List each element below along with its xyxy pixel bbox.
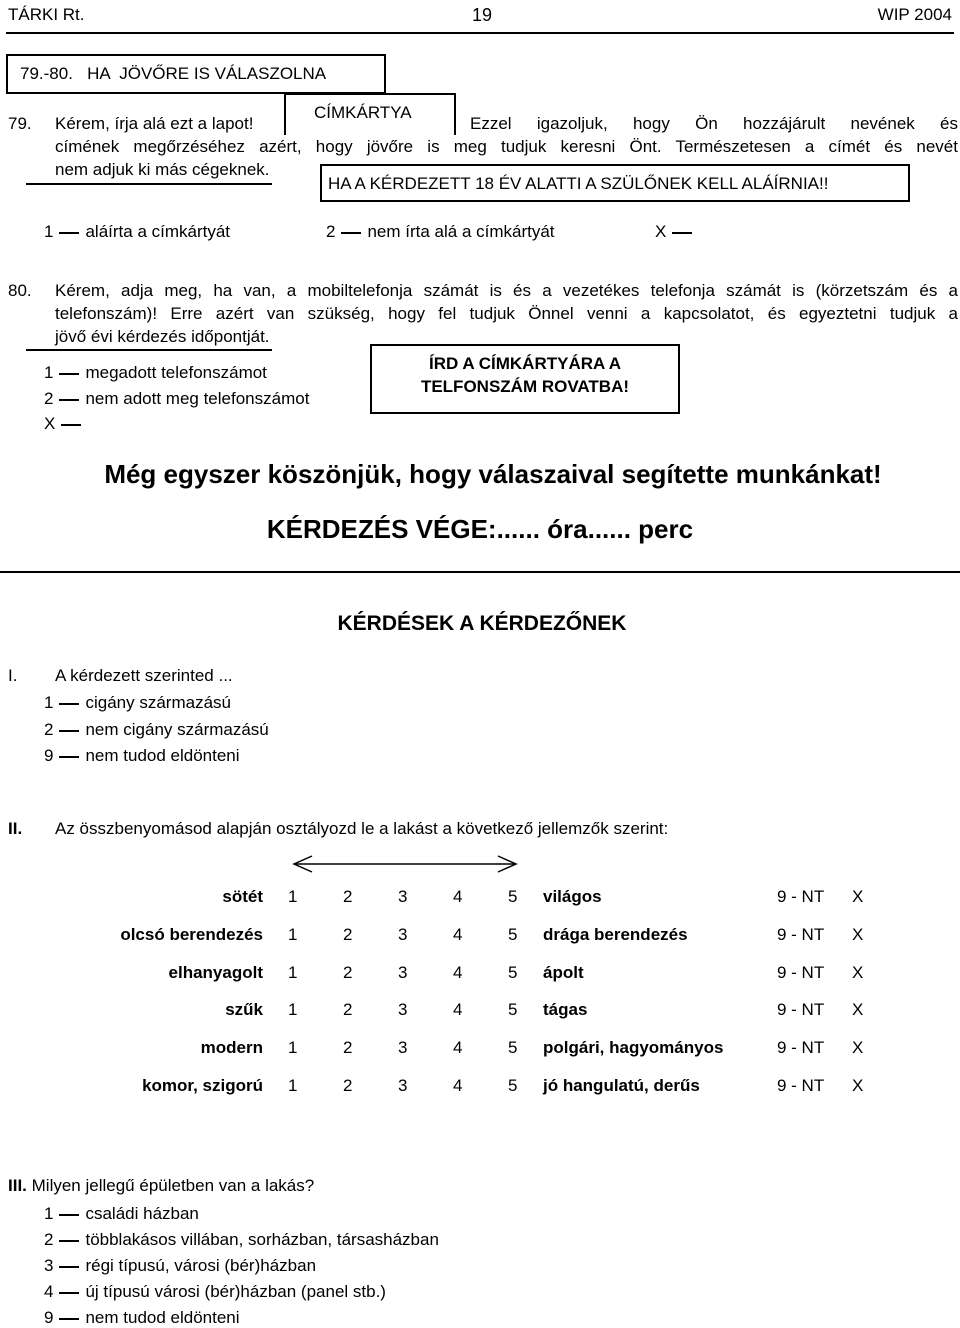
rating-scale-value[interactable]: 1 <box>288 1076 298 1095</box>
rating-scale-value[interactable]: 3 <box>398 963 408 982</box>
rating-row <box>0 1038 960 1062</box>
q80-line2: telefonszám)! Erre azért van szükség, hogy fel tudjuk Önnel venni a kapcsolatot, és egyeztetni tudjuk a <box>55 304 958 323</box>
interview-end: KÉRDEZÉS VÉGE:...... óra...... perc <box>266 514 694 544</box>
cimkartya-label: CÍMKÁRTYA <box>314 103 412 122</box>
rating-x[interactable]: X <box>852 1076 864 1095</box>
option-label: nem tudod eldönteni <box>85 746 240 765</box>
qI-option-3 <box>44 746 240 766</box>
option-number: 1 <box>44 693 54 712</box>
option-label: nem adott meg telefonszámot <box>85 389 310 408</box>
q80-line3: jövő évi kérdezés időpontját. <box>55 327 270 346</box>
q80-line1: Kérem, adja meg, ha van, a mobiltelefonja számát is és a vezetékes telefonja számát is (körzetszám és a <box>55 281 958 300</box>
rating-scale-value[interactable]: 3 <box>398 1076 408 1095</box>
warning-text: HA A KÉRDEZETT 18 ÉV ALATTI A SZÜLŐNEK KELL ALÁÍRNIA!! <box>328 174 829 193</box>
q79-line1-a: Kérem, írja alá ezt a lapot! <box>55 114 254 133</box>
rating-row <box>0 887 960 911</box>
option-label: nem írta alá a címkártyát <box>367 222 555 241</box>
page-number: 19 <box>472 5 493 25</box>
rating-scale-value[interactable]: 2 <box>343 963 353 982</box>
option-label: családi házban <box>85 1204 199 1223</box>
rating-nt[interactable]: 9 - NT <box>777 887 825 906</box>
option-label: régi típusú, városi (bér)házban <box>85 1256 317 1275</box>
section-box <box>6 54 386 94</box>
warning-box <box>320 164 910 202</box>
rating-scale-value[interactable]: 2 <box>343 1000 353 1019</box>
qIII-text: Milyen jellegű épületben van a lakás? <box>31 1176 315 1195</box>
q79-option-x <box>655 222 698 242</box>
qIII-heading <box>8 1176 314 1196</box>
rating-scale-value[interactable]: 2 <box>343 1076 353 1095</box>
q80-box-line1: ÍRD A CÍMKÁRTYÁRA A <box>428 354 622 373</box>
rating-scale-value[interactable]: 5 <box>508 887 518 906</box>
rating-right-label: ápolt <box>543 963 584 982</box>
rating-scale-value[interactable]: 1 <box>288 1038 298 1057</box>
option-label: cigány származású <box>85 693 231 712</box>
rating-scale-value[interactable]: 4 <box>453 1000 463 1019</box>
rating-scale-value[interactable]: 4 <box>453 925 463 944</box>
rating-x[interactable]: X <box>852 925 864 944</box>
q80-box-line2: TELFONSZÁM ROVATBA! <box>420 377 630 396</box>
rating-right-label: drága berendezés <box>543 925 688 944</box>
rating-x[interactable]: X <box>852 1000 864 1019</box>
option-number: 9 <box>44 746 54 765</box>
q80-option-x <box>44 414 87 434</box>
rating-scale-value[interactable]: 4 <box>453 1038 463 1057</box>
q79-line1-b: Ezzel igazoljuk, hogy Ön hozzájárult nevének és <box>470 114 958 133</box>
rating-left-label: modern <box>200 1038 263 1057</box>
q80-option-2 <box>44 389 309 409</box>
rating-scale-value[interactable]: 4 <box>453 963 463 982</box>
rating-scale-value[interactable]: 5 <box>508 963 518 982</box>
qI-option-1 <box>44 693 231 713</box>
rating-nt[interactable]: 9 - NT <box>777 963 825 982</box>
option-number: 2 <box>44 720 54 739</box>
rating-scale-value[interactable]: 2 <box>343 1038 353 1057</box>
rating-right-label: tágas <box>543 1000 588 1019</box>
rating-scale-value[interactable]: 2 <box>343 925 353 944</box>
q79-line3: nem adjuk ki más cégeknek. <box>55 160 270 179</box>
qIII-number: III. <box>8 1176 27 1195</box>
option-number: 2 <box>44 1230 54 1249</box>
option-number: X <box>655 222 667 241</box>
option-label: nem tudod eldönteni <box>85 1308 240 1327</box>
rating-scale-value[interactable]: 5 <box>508 1038 518 1057</box>
option-number: 1 <box>44 222 54 241</box>
option-number: X <box>44 414 56 433</box>
rating-scale-value[interactable]: 3 <box>398 1038 408 1057</box>
header-left: TÁRKI Rt. <box>8 5 85 24</box>
rating-left-label: komor, szigorú <box>142 1076 263 1095</box>
q79-line2: címének megőrzéséhez azért, hogy jövőre is meg tudjuk keresni Önt. Természetesen a címét és nevét <box>55 137 958 156</box>
option-number: 9 <box>44 1308 54 1327</box>
rating-left-label: olcsó berendezés <box>120 925 263 944</box>
rating-row <box>0 1000 960 1024</box>
rating-right-label: világos <box>543 887 602 906</box>
rating-scale-value[interactable]: 3 <box>398 1000 408 1019</box>
rating-scale-value[interactable]: 1 <box>288 1000 298 1019</box>
qII-text: Az összbenyomásod alapján osztályozd le a lakást a következő jellemzők szerint: <box>55 819 669 838</box>
rating-scale-value[interactable]: 1 <box>288 925 298 944</box>
option-label: aláírta a címkártyát <box>85 222 231 241</box>
q80-underline <box>26 349 272 351</box>
rating-row <box>0 925 960 949</box>
option-number: 3 <box>44 1256 54 1275</box>
q79-number: 79. <box>8 114 32 133</box>
qIII-option-3 <box>44 1256 316 1276</box>
qIII-option-4 <box>44 1282 386 1302</box>
q80-number: 80. <box>8 281 32 300</box>
option-label: új típusú városi (bér)házban (panel stb.) <box>85 1282 386 1301</box>
rating-x[interactable]: X <box>852 1038 864 1057</box>
qIII-option-5 <box>44 1308 240 1328</box>
qIII-option-1 <box>44 1204 199 1224</box>
header-right: WIP 2004 <box>877 5 952 24</box>
q79-option-1 <box>44 222 230 242</box>
rating-scale-value[interactable]: 5 <box>508 1000 518 1019</box>
qI-option-2 <box>44 720 269 740</box>
qII-number: II. <box>8 819 23 838</box>
rating-nt[interactable]: 9 - NT <box>777 1000 825 1019</box>
rating-scale-value[interactable]: 2 <box>343 887 353 906</box>
rating-scale-value[interactable]: 5 <box>508 1076 518 1095</box>
qI-text: A kérdezett szerinted ... <box>55 666 233 685</box>
rating-scale-value[interactable]: 3 <box>398 925 408 944</box>
rating-right-label: polgári, hagyományos <box>543 1038 724 1057</box>
q79-underline <box>26 183 272 185</box>
q79-option-2 <box>326 222 555 242</box>
option-number: 2 <box>44 389 54 408</box>
qI-number: I. <box>8 666 18 685</box>
option-number: 2 <box>326 222 336 241</box>
q80-instruction-box <box>370 344 680 414</box>
rating-left-label: sötét <box>222 887 263 906</box>
option-number: 4 <box>44 1282 54 1301</box>
rating-right-label: jó hangulatú, derűs <box>543 1076 700 1095</box>
rating-scale-value[interactable]: 1 <box>288 887 298 906</box>
rating-scale-value[interactable]: 4 <box>453 887 463 906</box>
rating-scale-value[interactable]: 4 <box>453 1076 463 1095</box>
rating-nt[interactable]: 9 - NT <box>777 1076 825 1095</box>
double-arrow-icon <box>290 854 520 874</box>
section-box-label: 79.-80. HA JÖVŐRE IS VÁLASZOLNA <box>20 64 327 83</box>
rating-nt[interactable]: 9 - NT <box>777 925 825 944</box>
thanks-text: Még egyszer köszönjük, hogy válaszaival segítette munkánkat! <box>104 459 882 489</box>
rating-row <box>0 1076 960 1100</box>
option-label: többlakásos villában, sorházban, társasházban <box>85 1230 439 1249</box>
rating-row <box>0 963 960 987</box>
option-label: megadott telefonszámot <box>85 363 267 382</box>
option-number: 1 <box>44 363 54 382</box>
cimkartya-box <box>284 93 456 135</box>
rating-left-label: szűk <box>225 1000 263 1019</box>
q80-option-1 <box>44 363 267 383</box>
rating-scale-value[interactable]: 1 <box>288 963 298 982</box>
interviewer-section-title: KÉRDÉSEK A KÉRDEZŐNEK <box>337 612 627 635</box>
rating-nt[interactable]: 9 - NT <box>777 1038 825 1057</box>
option-number: 1 <box>44 1204 54 1223</box>
rating-x[interactable]: X <box>852 887 864 906</box>
rating-x[interactable]: X <box>852 963 864 982</box>
qIII-option-2 <box>44 1230 439 1250</box>
section-rule <box>0 571 960 573</box>
rating-left-label: elhanyagolt <box>168 963 263 982</box>
rating-scale-value[interactable]: 3 <box>398 887 408 906</box>
header-rule <box>6 32 954 34</box>
rating-scale-value[interactable]: 5 <box>508 925 518 944</box>
option-label: nem cigány származású <box>85 720 269 739</box>
